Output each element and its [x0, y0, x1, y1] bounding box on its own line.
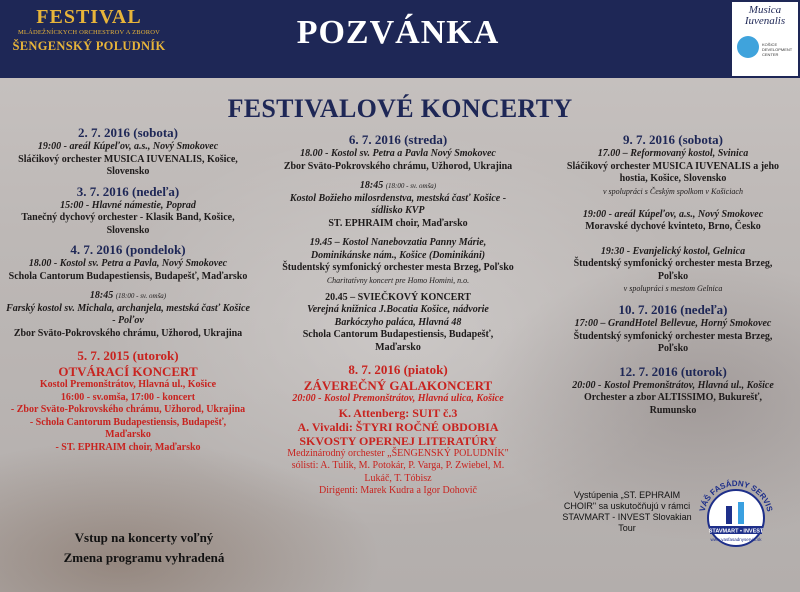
program-reserved: Zmena programu vyhradená [63, 550, 225, 565]
concert-place: 19:30 - Evanjelický kostol, Gelnica [600, 245, 746, 257]
sponsor-name: STAVMART • INVEST [708, 528, 764, 535]
concert-time [6, 290, 250, 303]
festival-name: ŠENGENSKÝ POLUDNÍK [12, 39, 166, 53]
concert-note: v spolupráci s Českým spolkom v Košiciach [603, 186, 743, 196]
concert-performer: Zbor Sväto-Pokrovského chrámu, Užhorod, Ukrajina [13, 327, 243, 339]
festival-subtitle: MLÁDEŽNÍCKYCH ORCHESTROV A ZBOROV [17, 29, 161, 36]
sponsor-logo-icon [696, 478, 776, 548]
sponsor-url: www.vasfasadnyservis.sk [710, 537, 762, 542]
date-heading: 2. 7. 2016 (sobota) [77, 125, 179, 140]
concert-time: 16:00 - sv.omša, 17:00 - koncert [60, 391, 196, 403]
concert-performer: - Schola Cantorum Budapestiensis, Budapešť, Maďarsko [29, 416, 227, 440]
festival-title: FESTIVAL [36, 6, 142, 28]
musica-iuvenalis-logo [732, 2, 798, 76]
kdc-logo-icon [737, 36, 759, 58]
time-value: 18:45 [359, 180, 384, 191]
concert-place: Verejná knižnica J.Bocatia Košice, nádvorie Barkóczyho paláca, Hlavná 48 [307, 304, 489, 328]
program-piece: K. Attenberg: SUIT č.3 [338, 405, 458, 420]
conductors: Dirigenti: Marek Kudra a Igor Dohovič [318, 485, 477, 496]
date-heading: 6. 7. 2016 (streda) [348, 132, 448, 147]
time-value: 18:45 [89, 290, 114, 301]
footer-notes [34, 528, 254, 568]
concert-performer: Schola Cantorum Budapestiensis, Budapešť, Maďarsko [8, 270, 248, 282]
time-note: (18:00 - sv. omša) [115, 292, 167, 300]
concert-place: 19:00 - areál Kúpeľov, a.s., Nový Smokovec [582, 208, 764, 220]
concert-performer: Sláčikový orchester MUSICA IUVENALIS a jeho hostia, Košice, Slovensko [566, 160, 780, 184]
concert-place: 18.00 - Kostol sv. Petra a Pavla, Nový Smokovec [28, 258, 228, 269]
concert-performer: - ST. EPHRAIM choir, Maďarsko [55, 441, 201, 453]
concert-performer: Študentský symfonický orchester mesta Brzeg, Poľsko [282, 262, 514, 273]
concert-performer: ST. EPHRAIM choir, Maďarsko [328, 217, 468, 229]
concert-title: 20.45 – SVIEČKOVÝ KONCERT [325, 291, 471, 303]
concert-place: Kostol Božieho milosrdenstva, mestská časť Košice - sídlisko KVP [289, 192, 507, 216]
soloists: sólisti: A. Tulik, M. Potokár, P. Varga, P. Zwiebel, M. Lukáč, T. Tóbisz [291, 460, 505, 484]
concert-performer: Sláčikový orchester MUSICA IUVENALIS, Košice, Slovensko [18, 153, 238, 177]
concert-place: Kostol Premonštrátov, Hlavná ul., Košice [39, 379, 217, 390]
program-piece: A. Vivaldi: ŠTYRI ROČNÉ OBDOBIA [297, 419, 499, 434]
concert-place: 15:00 - Hlavné námestie, Poprad [60, 199, 196, 211]
column-1 [6, 125, 250, 454]
logo-text [734, 5, 796, 27]
concert-note: Charitatívny koncert pre Homo Homini, n.o. [326, 275, 470, 285]
concert-place: 19:00 - areál Kúpeľov, a.s., Nový Smokovec [37, 141, 219, 152]
concert-performer: Orchester a zbor ALTISSIMO, Bukurešť, Rumunsko [583, 392, 763, 416]
concert-performer: Moravské dychové kvinteto, Brno, Česko [585, 221, 761, 232]
date-heading: 9. 7. 2016 (sobota) [622, 132, 724, 147]
concert-place: 18.00 - Kostol sv. Petra a Pavla Nový Smokovec [300, 148, 496, 159]
sponsor-arc-text: VÁŠ FASÁDNY SERVIS [697, 478, 775, 513]
free-entry: Vstup na koncerty voľný [74, 530, 214, 545]
logo-dev-text: KOŠICE DEVELOPMENT CENTER [762, 42, 793, 57]
concert-performer: Študentský symfonický orchester mesta Brzeg, Poľsko [573, 258, 773, 282]
concert-note: v spolupráci s mestom Gelnica [623, 284, 723, 293]
concert-time [282, 180, 514, 193]
section-heading: FESTIVALOVÉ KONCERTY [227, 94, 573, 123]
concert-performer: Tanečný dychový orchester - Klasik Band, Košice, Slovensko [21, 212, 235, 236]
date-heading: 12. 7. 2016 (utorok) [619, 363, 727, 379]
concert-performer: Študentský symfonický orchester mesta Brzeg, Poľsko [573, 330, 773, 354]
concert-place: 20:00 - Kostol Premonštrátov, Hlavná ul., Košice [572, 379, 774, 391]
orchestra-name: Medzinárodný orchester „ŠENGENSKÝ POLUDNÍK" [287, 447, 509, 459]
festival-block [8, 6, 170, 54]
concert-performer: Schola Cantorum Budapestiensis, Budapešť, Maďarsko [302, 329, 494, 353]
page-title: POZVÁNKA [296, 14, 500, 51]
date-heading: 4. 7. 2016 (pondelok) [70, 242, 186, 257]
concert-performer: Zbor Sväto-Pokrovského chrámu, Užhorod, Ukrajina [283, 160, 513, 172]
header-bar [0, 0, 800, 78]
time-note: (18:00 - sv. omša) [385, 182, 437, 190]
concert-place: 17.00 – Reformovaný kostol, Svinica [597, 148, 749, 159]
program-piece: SKVOSTY OPERNEJ LITERATÚRY [299, 433, 497, 448]
concert-title: ZÁVEREČNÝ GALAKONCERT [303, 378, 493, 393]
tour-credits: Vystúpenia „ST. EPHRAIM CHOIR" sa uskutočňujú v rámci STAVMART - INVEST Slovakian Tour [562, 490, 692, 533]
date-heading: 5. 7. 2015 (utorok) [77, 348, 179, 363]
concert-title: OTVÁRACÍ KONCERT [58, 364, 198, 379]
concert-performer: - Zbor Sväto-Pokrovského chrámu, Užhorod, Ukrajina [10, 404, 246, 415]
logo-line1: Musica [748, 4, 782, 16]
date-heading: 8. 7. 2016 (piatok) [348, 362, 448, 377]
stavmart-invest-logo [696, 478, 776, 548]
concert-place: 17:00 – GrandHotel Bellevue, Horný Smokovec [574, 318, 772, 329]
column-2 [282, 132, 514, 498]
logo-line2: Iuvenalis [744, 15, 786, 27]
date-heading: 10. 7. 2016 (nedeľa) [618, 302, 728, 317]
concert-place: Farský kostol sv. Michala, archanjela, mestská časť Košice - Poľov [6, 302, 250, 326]
column-3 [560, 132, 786, 417]
concert-place: 19.45 – Kostol Nanebovzatia Panny Márie, Dominikánske nám., Košice (Dominikáni) [309, 237, 487, 261]
concert-place: 20:00 - Kostol Premonštrátov, Hlavná ulica, Košice [292, 393, 504, 404]
date-heading: 3. 7. 2016 (nedeľa) [76, 183, 180, 199]
